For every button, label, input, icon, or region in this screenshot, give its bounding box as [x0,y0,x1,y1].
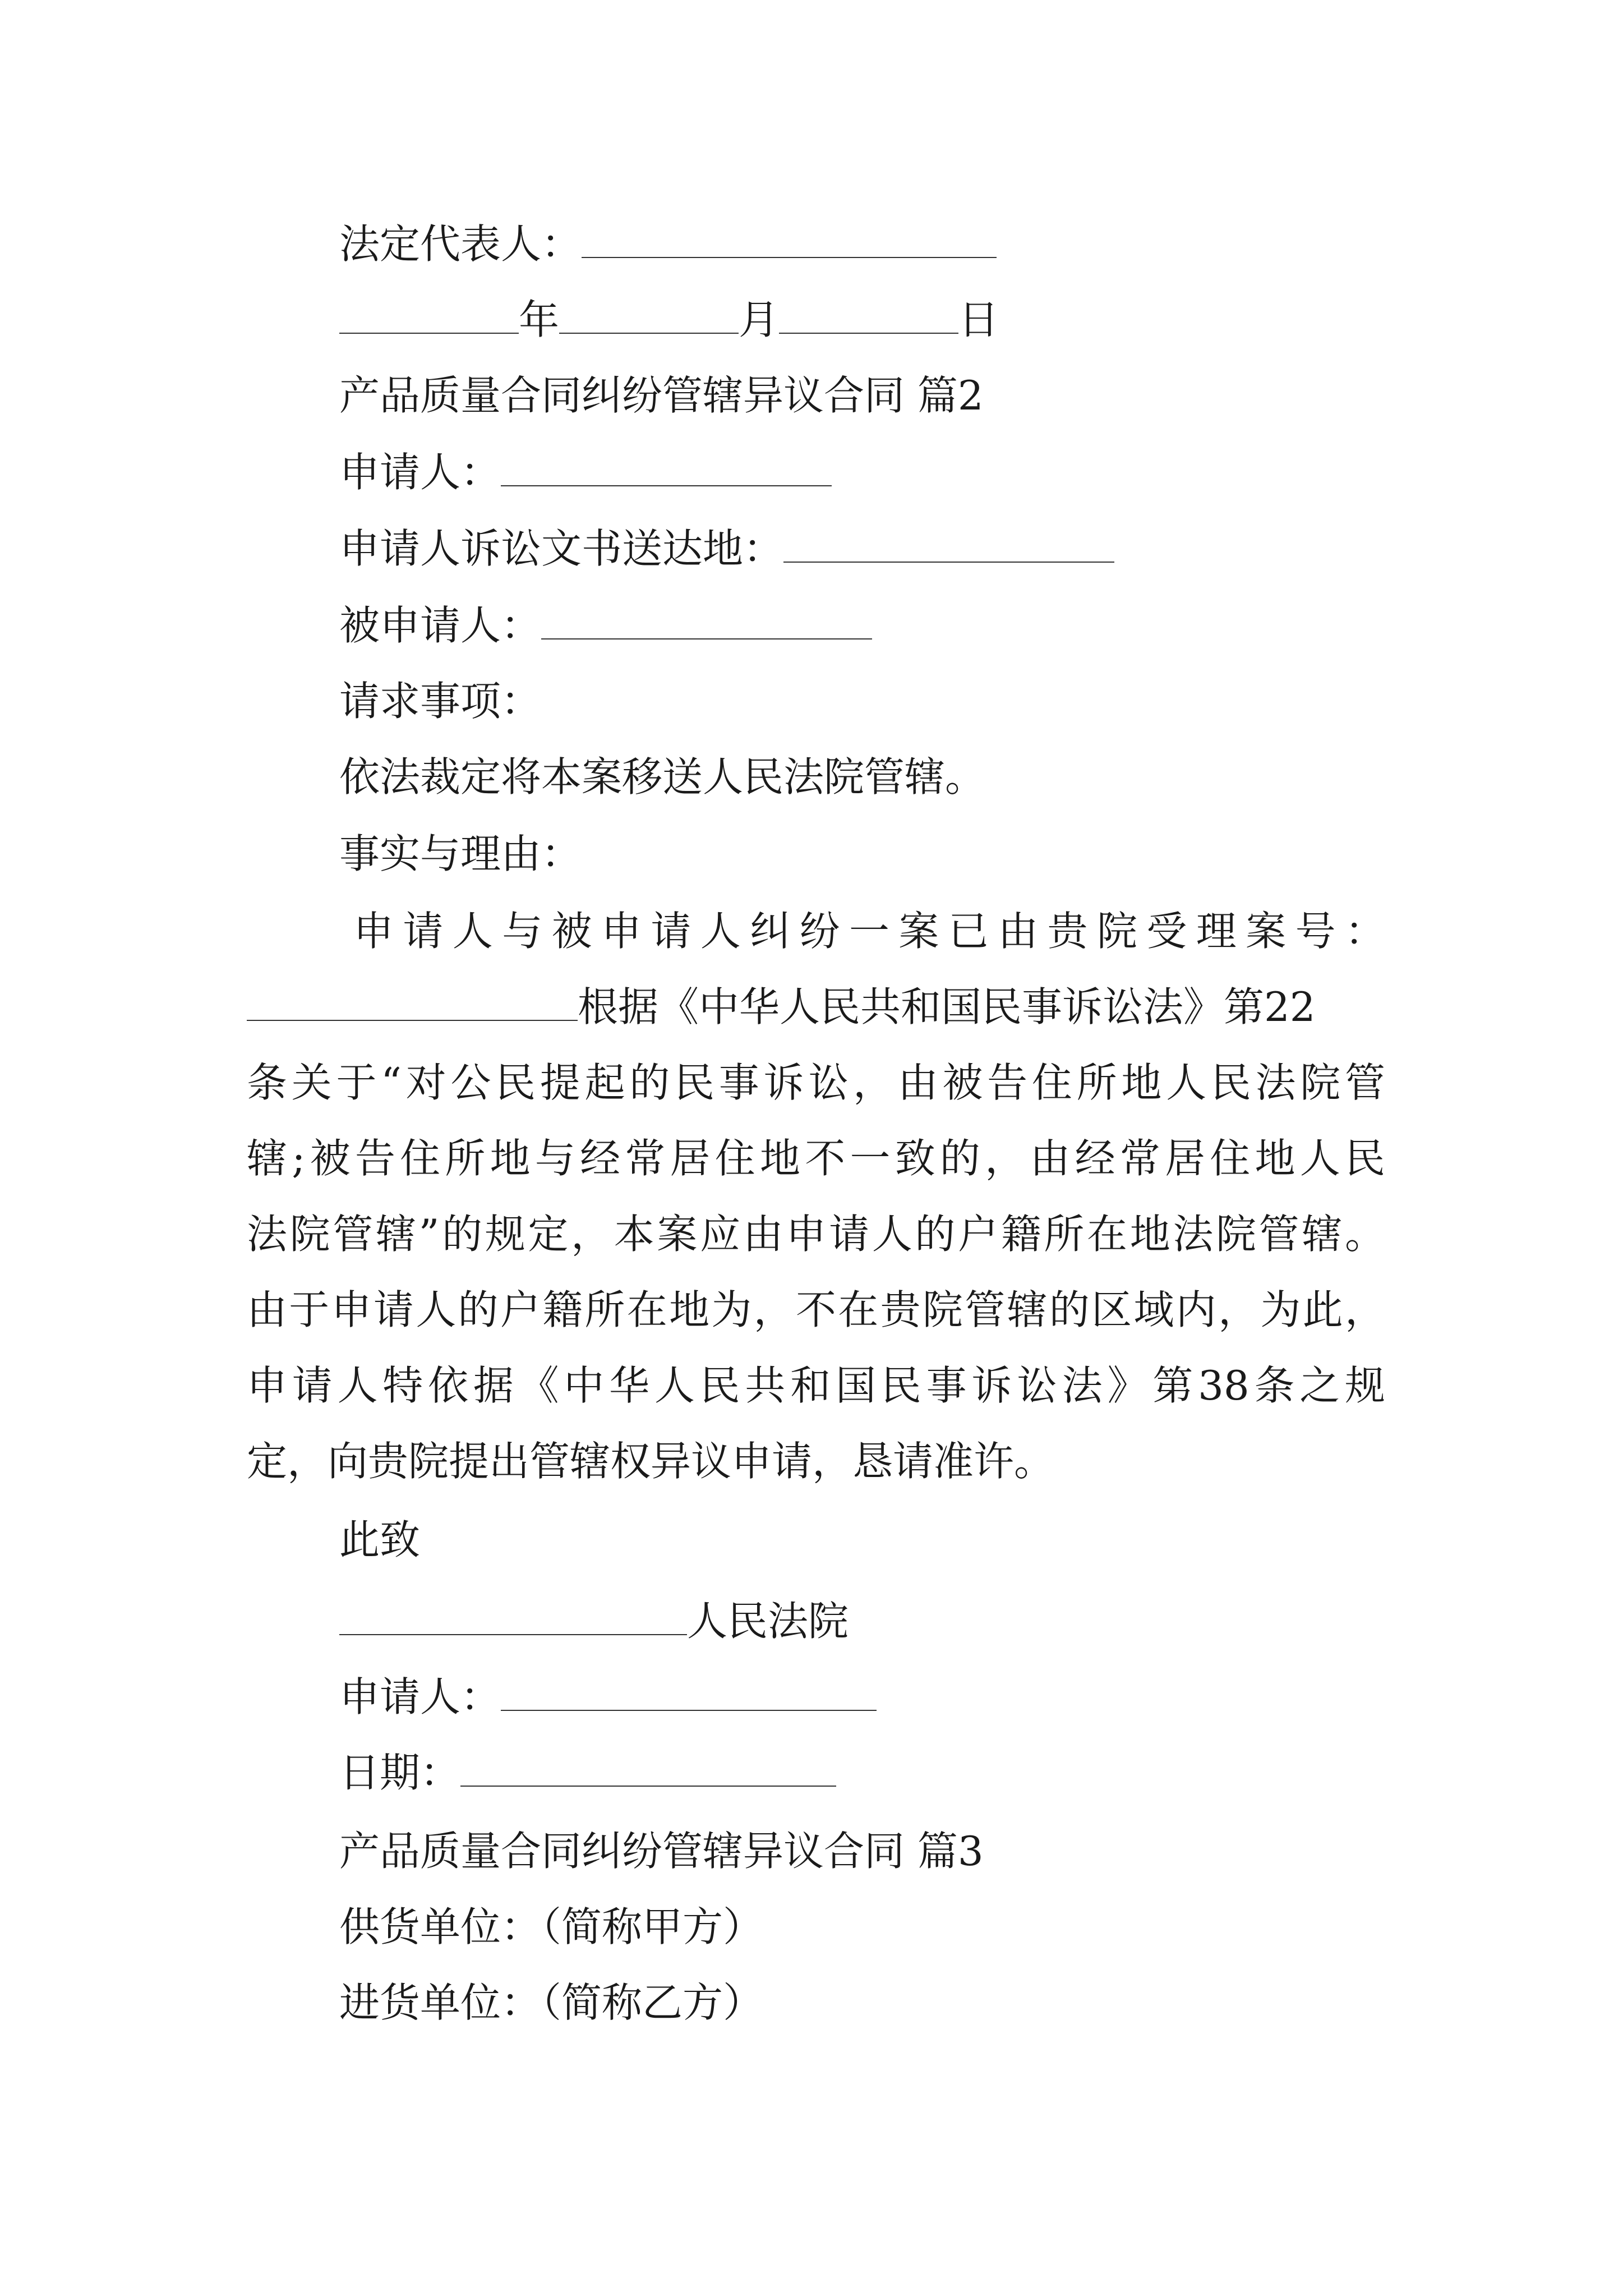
service-address-blank [783,526,1114,563]
service-address-line [339,521,1114,577]
facts-heading: 事实与理由： [339,830,582,877]
buyer-line: 进货单位：（简称乙方） [339,1979,764,2026]
facts-line-3: 条关于“对公民提起的民事诉讼，由被告住所地人民法院管 [247,1059,1385,1106]
court-suffix: 人民法院 [687,1598,849,1645]
day-blank [779,297,958,334]
day-label: 日 [958,296,999,343]
year-blank [339,297,519,334]
service-address-label: 申请人诉讼文书送达地： [339,525,784,572]
respondent-label: 被申请人： [339,602,542,649]
year-label: 年 [519,296,560,343]
request-heading: 请求事项： [339,678,542,725]
facts-line-7: 申请人特依据《中华人民共和国民事诉讼法》第38条之规 [247,1362,1385,1409]
respondent-blank [541,602,872,639]
applicant-label: 申请人： [339,449,501,496]
sign-applicant-line [339,1669,877,1725]
facts-line-1: 申请人与被申请人纠纷一案已由贵院受理案号： [353,908,1385,955]
date-line [339,292,999,348]
date-sign-line [339,1745,836,1801]
facts-line-8: 定，向贵院提出管辖权异议申请，恳请准许。 [247,1438,1055,1485]
facts-line-6: 由于申请人的户籍所在地为，不在贵院管辖的区域内，为此， [247,1286,1385,1333]
applicant-line [339,444,832,500]
respondent-line [339,597,872,654]
request-text: 依法裁定将本案移送人民法院管辖。 [339,753,986,800]
court-name-blank [339,1598,687,1635]
date-label: 日期： [339,1749,461,1796]
court-line [339,1593,849,1649]
legal-rep-label: 法定代表人： [339,220,582,268]
facts-line-2 [247,979,1316,1035]
applicant-blank [501,449,832,486]
facts-line-2-text: 根据《中华人民共和国民事诉讼法》第22 [578,983,1316,1030]
case-number-blank [247,984,578,1021]
sign-applicant-label: 申请人： [339,1673,501,1720]
month-blank [559,297,739,334]
month-label: 月 [739,296,780,343]
sign-applicant-blank [501,1674,877,1711]
section3-title: 产品质量合同纠纷管辖异议合同 篇3 [339,1828,984,1875]
legal-rep-blank [582,221,997,258]
section2-title: 产品质量合同纠纷管辖异议合同 篇2 [339,372,984,419]
supplier-line: 供货单位：（简称甲方） [339,1903,764,1950]
facts-line-4: 辖;被告住所地与经常居住地不一致的，由经常居住地人民 [247,1135,1385,1182]
salutation: 此致 [339,1516,421,1563]
legal-rep-line [339,216,997,272]
facts-line-5: 法院管辖”的规定，本案应由申请人的户籍所在地法院管辖。 [247,1211,1385,1258]
date-blank [460,1750,836,1787]
